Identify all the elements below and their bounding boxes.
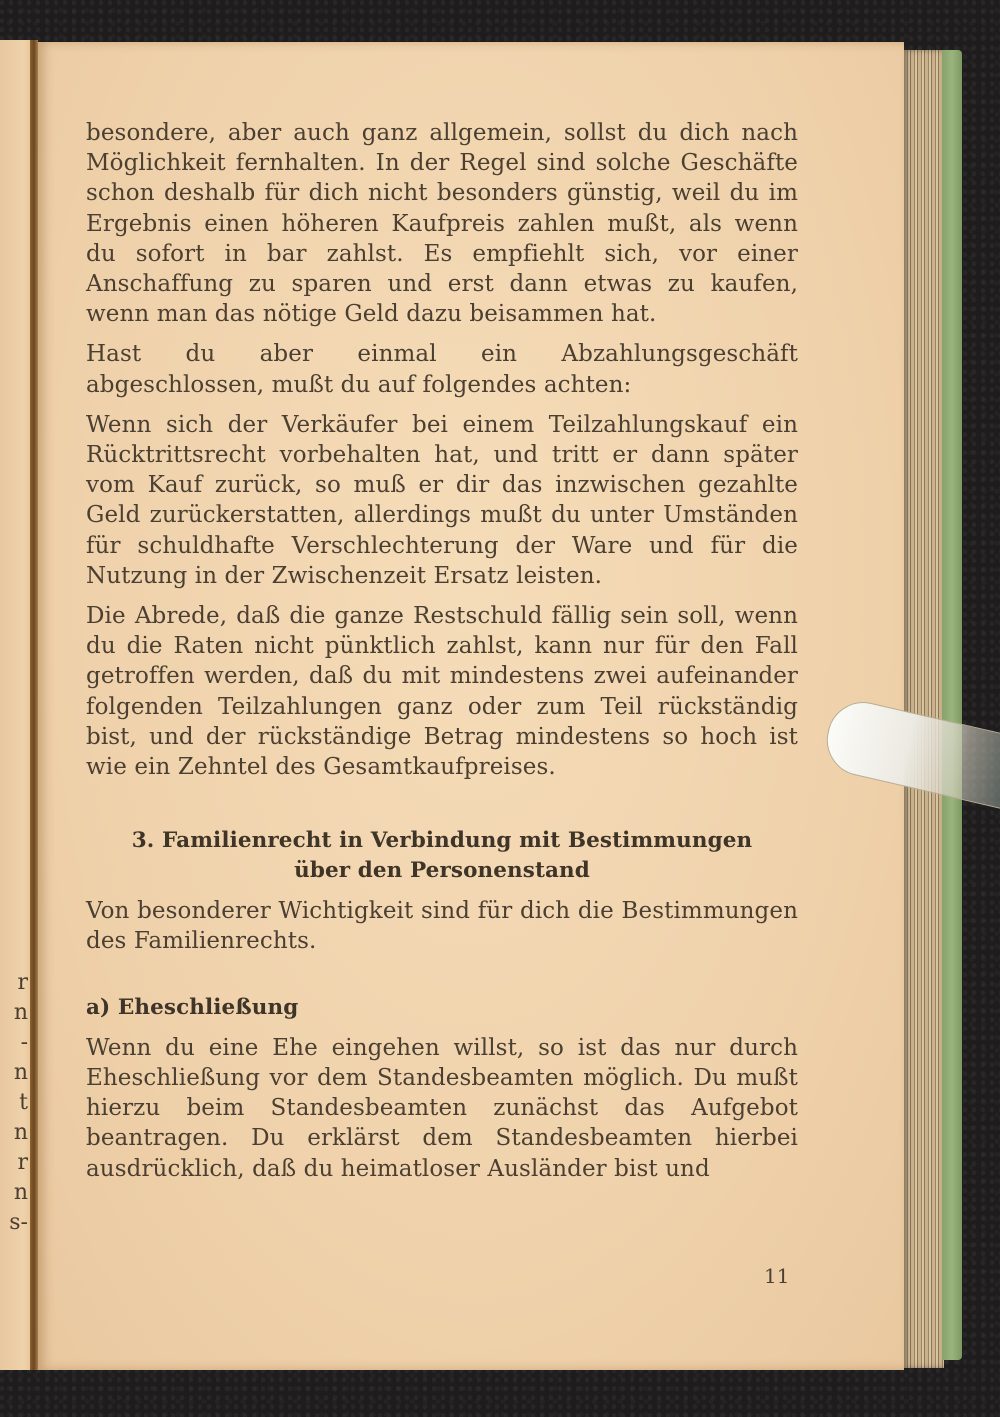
section-heading — [86, 826, 798, 886]
page-edges — [904, 50, 944, 1368]
subsection-heading: a) Eheschließung — [86, 994, 299, 1020]
left-page-fragment: s- — [9, 1210, 28, 1235]
left-page-edge — [0, 40, 34, 1370]
paragraph: Die Abrede, daß die ganze Restschuld fällig sein soll, wenn du die Raten nicht pünktlich zahlst, kann nur für den Fall getroffen werden, daß du mit mindestens zwei aufeinander folgenden Teilzahlungen ganz oder zum Teil rückständig bist, und der rückständige Betrag mindestens so hoch ist wie ein Zehntel des Gesamtkaufpreises. — [86, 603, 798, 781]
section-heading-line-1: 3. Familienrecht in Verbindung mit Bestimmungen — [131, 828, 753, 854]
subsection-text: Wenn du eine Ehe eingehen willst, so ist das nur durch Eheschließung vor dem Standesbeamten möglich. Du mußt hierzu beim Standesbeamten zunächst das Aufgebot beantragen. Du erklärst dem Standesbeamten hierbei ausdrücklich, daß du heimatloser Ausländer bist und — [86, 1034, 798, 1182]
book-cover-edge — [942, 50, 962, 1360]
section-heading-line-2: über den Personenstand — [294, 858, 590, 884]
left-page-fragment: n — [13, 1120, 28, 1145]
paragraph: Wenn sich der Verkäufer bei einem Teilzahlungskauf ein Rücktrittsrecht vorbehalten hat, und tritt er dann später vom Kauf zurück, so muß er dir das inzwischen gezahlte Geld zurückerstatten, allerdings mußt du unter Umständen für schuldhafte Verschlechterung der Ware und für die Nutzung in der Zwischenzeit Ersatz leisten. — [86, 411, 798, 589]
left-page-fragment: - — [20, 1030, 28, 1055]
left-page-fragment: r — [17, 970, 28, 995]
paragraph: Hast du aber einmal ein Abzahlungsgeschäft abgeschlossen, mußt du auf folgendes achten: — [86, 341, 798, 398]
left-page-fragment: n — [13, 1000, 28, 1025]
page-text — [86, 118, 798, 1184]
book-gutter — [30, 40, 38, 1370]
left-page-fragment: r — [17, 1150, 28, 1175]
paragraph: besondere, aber auch ganz allgemein, sollst du dich nach Möglichkeit fernhalten. In der Regel sind solche Geschäfte schon deshalb für dich nicht besonders günstig, weil du im Ergebnis einen höheren Kaufpreis zahlen mußt, als wenn du sofort in bar zahlst. Es empfiehlt sich, vor einer Anschaffung zu sparen und erst dann etwas zu kaufen, wenn man das nötige Geld dazu beisammen hat. — [86, 120, 798, 328]
left-page-fragment: t — [19, 1090, 28, 1115]
page-number: 11 — [764, 1264, 790, 1288]
left-page-fragment: n — [13, 1060, 28, 1085]
section-intro: Von besonderer Wichtigkeit sind für dich die Bestimmungen des Familienrechts. — [86, 898, 798, 955]
left-page-fragment: n — [13, 1180, 28, 1205]
